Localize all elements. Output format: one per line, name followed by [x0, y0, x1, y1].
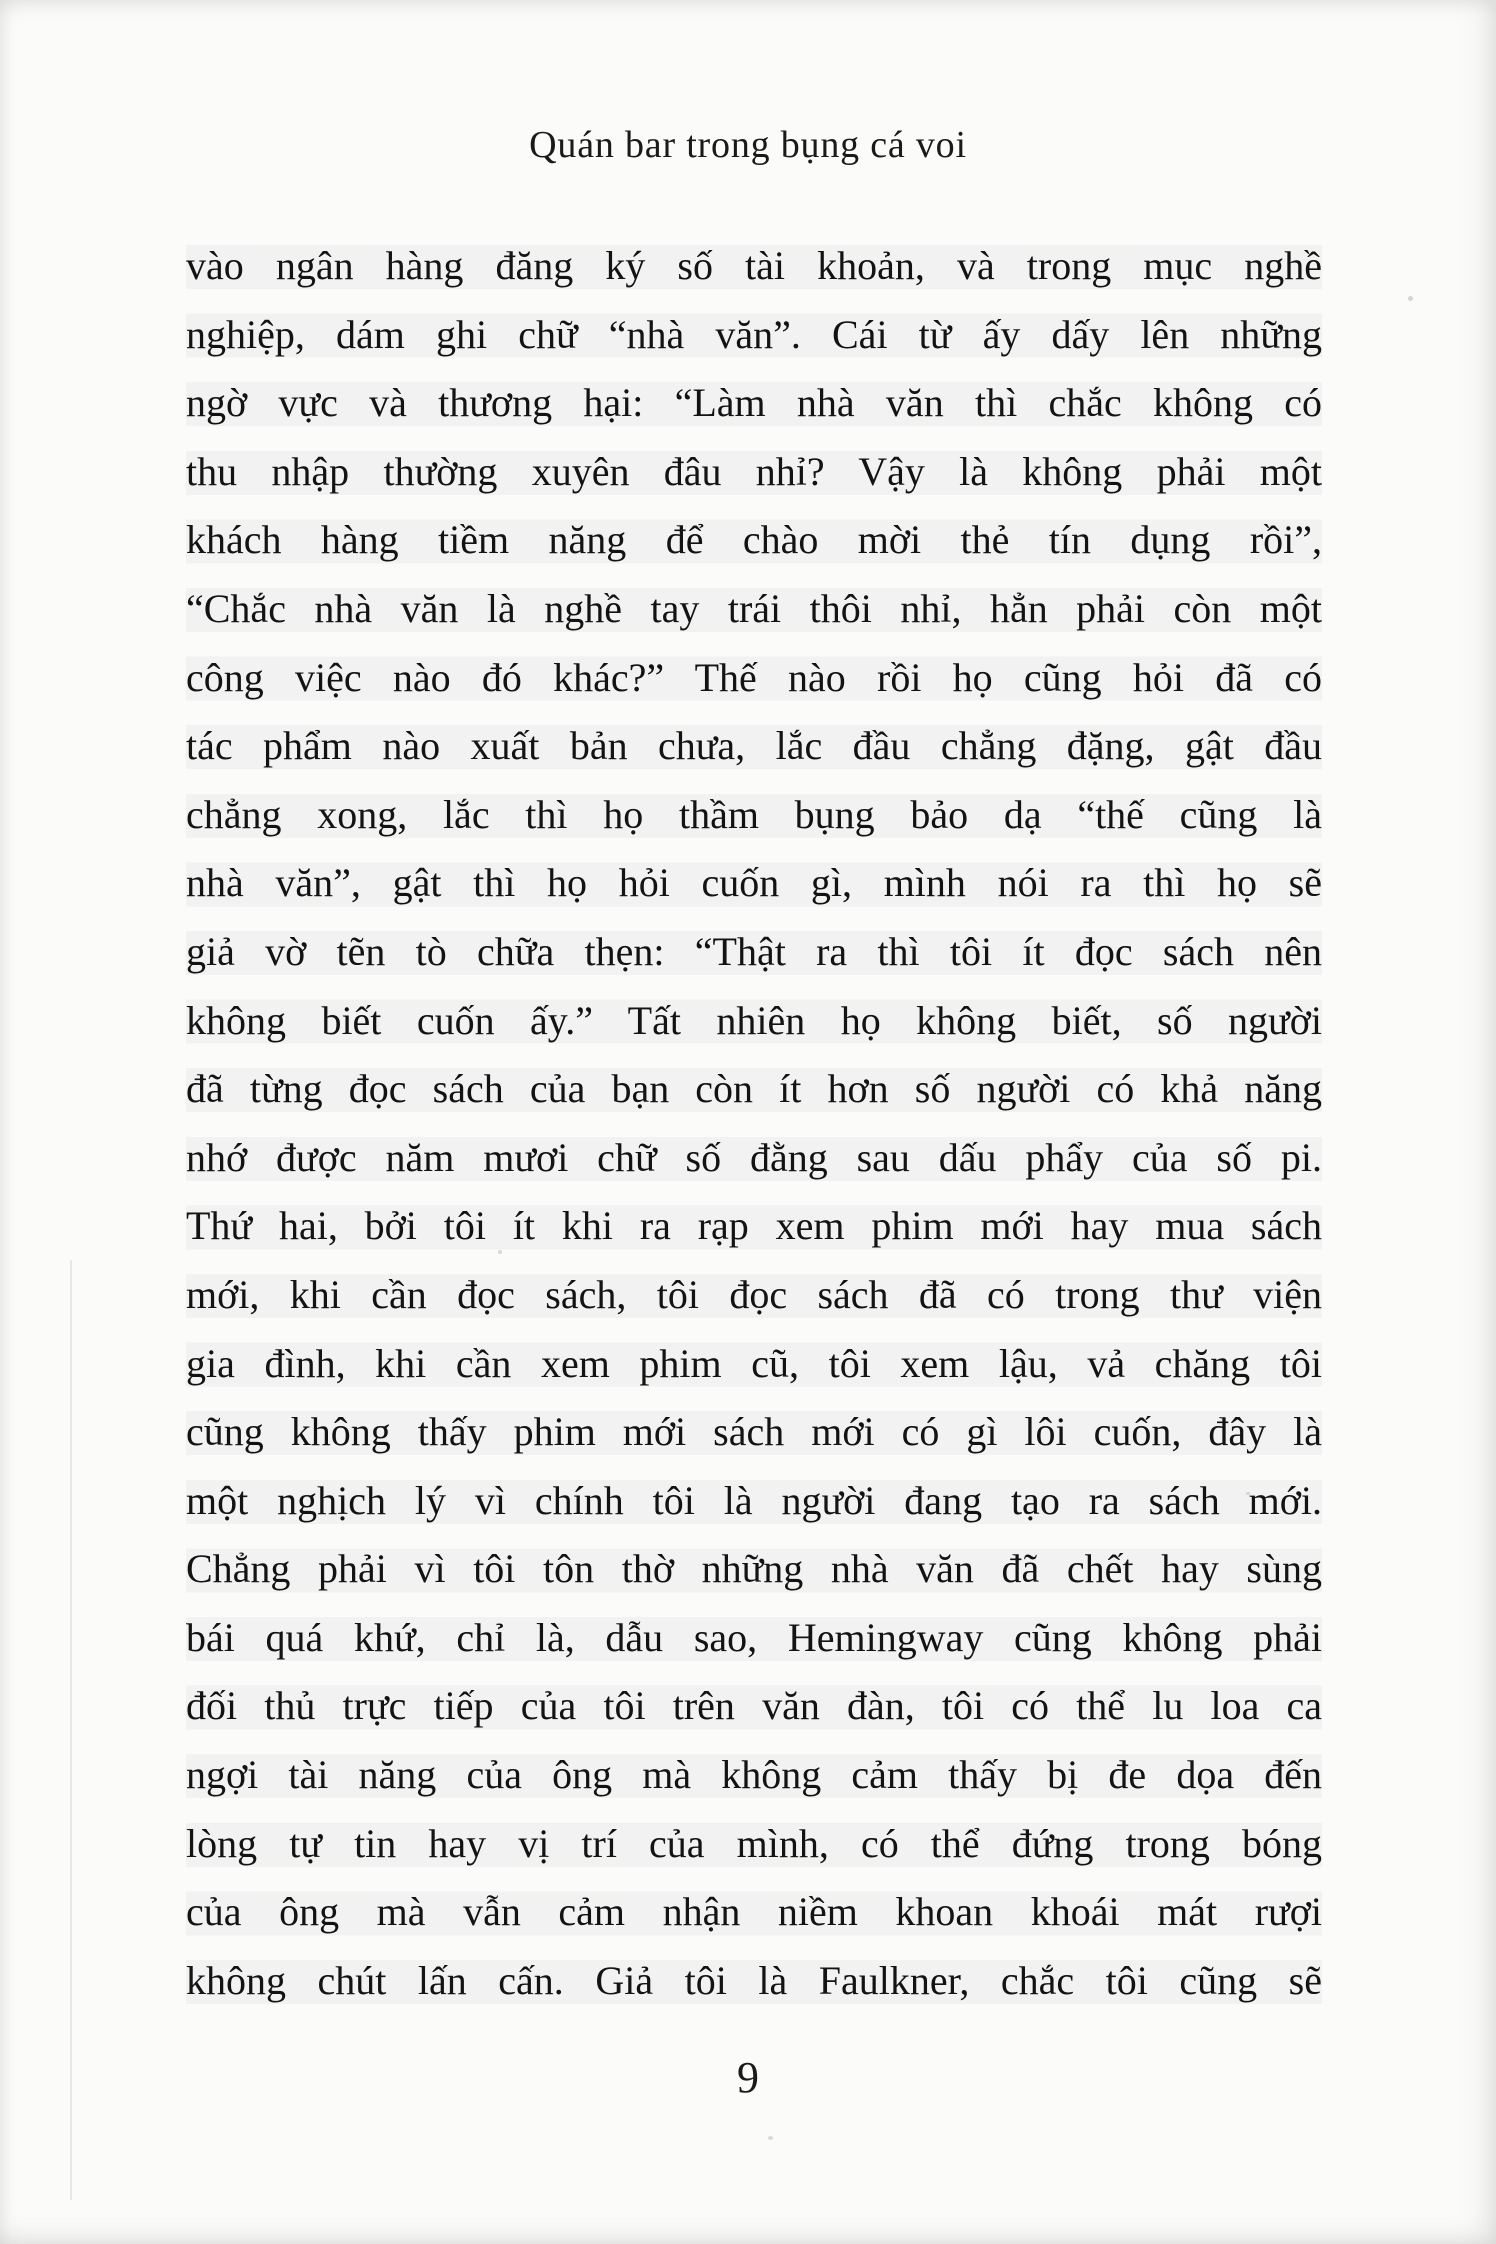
body-text-line: một nghịch lý vì chính tôi là người đang tạo ra sách mới. — [186, 1477, 1322, 1523]
body-text-line: tác phẩm nào xuất bản chưa, lắc đầu chẳng đặng, gật đầu — [186, 723, 1322, 769]
body-text-line: gia đình, khi cần xem phim cũ, tôi xem lậu, vả chăng tôi — [186, 1340, 1322, 1386]
body-text-line: không chút lấn cấn. Giả tôi là Faulkner, chắc tôi cũng sẽ — [186, 1957, 1322, 2003]
body-text-line: cũng không thấy phim mới sách mới có gì lôi cuốn, đây là — [186, 1409, 1322, 1455]
scan-speck-artifact — [768, 2136, 773, 2140]
body-text-line: đã từng đọc sách của bạn còn ít hơn số người có khả năng — [186, 1066, 1322, 1112]
body-text-line: thu nhập thường xuyên đâu nhỉ? Vậy là không phải một — [186, 448, 1322, 494]
scan-crease-artifact — [70, 1260, 72, 2200]
body-text-line: bái quá khứ, chỉ là, dẫu sao, Hemingway cũng không phải — [186, 1614, 1322, 1660]
body-text-line: chẳng xong, lắc thì họ thầm bụng bảo dạ “thế cũng là — [186, 791, 1322, 837]
running-header: Quán bar trong bụng cá voi — [529, 124, 967, 166]
scan-speck-artifact — [1246, 1492, 1250, 1495]
body-text — [186, 232, 1322, 2015]
body-text-line: giả vờ tẽn tò chữa thẹn: “Thật ra thì tôi ít đọc sách nên — [186, 928, 1322, 974]
body-text-line: của ông mà vẫn cảm nhận niềm khoan khoái mát rượi — [186, 1889, 1322, 1935]
body-text-line: đối thủ trực tiếp của tôi trên văn đàn, tôi có thể lu loa ca — [186, 1683, 1322, 1729]
body-text-line: nghiệp, dám ghi chữ “nhà văn”. Cái từ ấy dấy lên những — [186, 311, 1322, 357]
body-text-line: khách hàng tiềm năng để chào mời thẻ tín dụng rồi”, — [186, 517, 1322, 563]
body-text-line: nhà văn”, gật thì họ hỏi cuốn gì, mình nói ra thì họ sẽ — [186, 860, 1322, 906]
body-text-line: Chẳng phải vì tôi tôn thờ những nhà văn đã chết hay sùng — [186, 1546, 1322, 1592]
body-text-line: công việc nào đó khác?” Thế nào rồi họ cũng hỏi đã có — [186, 654, 1322, 700]
body-text-line: lòng tự tin hay vị trí của mình, có thể đứng trong bóng — [186, 1820, 1322, 1866]
body-text-line: ngờ vực và thương hại: “Làm nhà văn thì chắc không có — [186, 380, 1322, 426]
body-text-line: vào ngân hàng đăng ký số tài khoản, và trong mục nghề — [186, 243, 1322, 288]
body-text-line: ngợi tài năng của ông mà không cảm thấy bị đe dọa đến — [186, 1752, 1322, 1798]
body-text-line: mới, khi cần đọc sách, tôi đọc sách đã có trong thư viện — [186, 1271, 1322, 1317]
body-text-line: “Chắc nhà văn là nghề tay trái thôi nhỉ, hẳn phải còn một — [186, 585, 1322, 631]
scan-speck-artifact — [1408, 296, 1413, 301]
body-text-line: không biết cuốn ấy.” Tất nhiên họ không biết, số người — [186, 997, 1322, 1043]
page-number: 9 — [737, 2053, 759, 2102]
scan-speck-artifact — [498, 1250, 502, 1254]
body-text-line: nhớ được năm mươi chữ số đằng sau dấu phẩy của số pi. — [186, 1134, 1322, 1180]
body-text-line: Thứ hai, bởi tôi ít khi ra rạp xem phim mới hay mua sách — [186, 1203, 1322, 1249]
